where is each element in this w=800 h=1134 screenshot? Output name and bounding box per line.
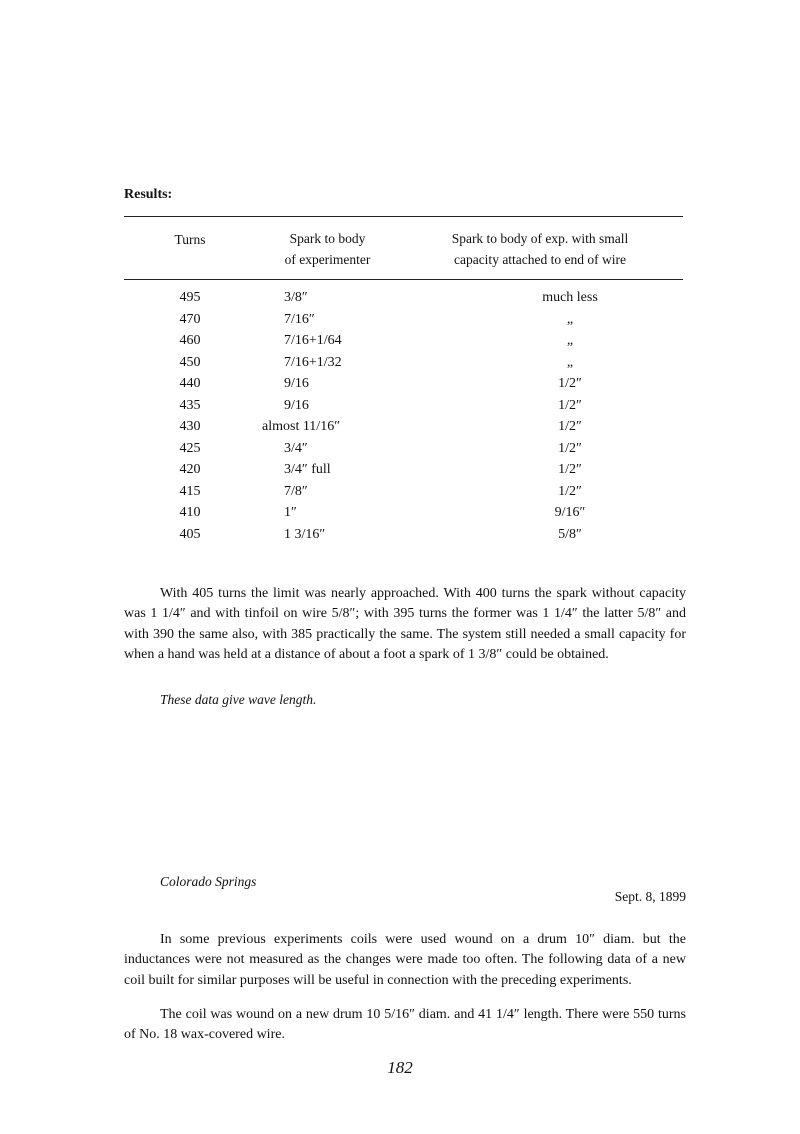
table-row <box>0 376 800 398</box>
header-spark-line2: of experimenter <box>284 252 371 267</box>
table-row <box>0 290 800 312</box>
capacity-cell: 9/16″ <box>554 505 586 520</box>
table-row <box>0 355 800 377</box>
capacity-cell: „ <box>566 333 574 348</box>
turns-cell: 405 <box>179 526 201 542</box>
header-cap-line1: Spark to body of exp. with small <box>451 231 629 246</box>
capacity-cell: „ <box>566 354 574 370</box>
turns-cell: 435 <box>179 397 201 413</box>
spark-cell: 1 3/16″ <box>284 526 326 542</box>
table-body <box>0 290 800 548</box>
table-row <box>0 527 800 549</box>
spark-cell: 3/4″ full <box>284 462 331 477</box>
wave-length-note: These data give wave length. <box>160 692 317 707</box>
spark-cell: 3/4″ <box>284 440 308 456</box>
table-row <box>0 312 800 334</box>
spark-cell: 3/8″ <box>284 290 308 305</box>
paragraph-new-drum: The coil was wound on a new drum 10 5/16″ diam. and 41 1/4″ length. There were 550 turns of No. 18 wax-covered wire. <box>124 1007 686 1043</box>
table-row <box>0 462 800 484</box>
spark-cell: 7/16″ <box>284 311 315 327</box>
turns-cell: 425 <box>179 440 201 456</box>
page-number: 182 <box>387 1058 413 1077</box>
header-spark-with-capacity <box>410 228 670 270</box>
turns-cell: 440 <box>179 376 201 391</box>
turns-cell: 420 <box>179 462 201 477</box>
turns-cell: 495 <box>179 290 201 305</box>
turns-cell: 470 <box>179 311 201 327</box>
paragraph-limit-approached: With 405 turns the limit was nearly approached. With 400 turns the spark without capacity was 1 1/4″ and with tinfoil on wire 5/8″; with 395 turns the former was 1 1/4″ the latter 5/8″ and with 390 the same also, with 385 practically the same. The system still needed a small capacity for when a hand was held at a distance of about a foot a spark of 1 3/8″ could be obtained. <box>124 586 686 663</box>
table-row <box>0 441 800 463</box>
turns-cell: 460 <box>179 333 201 348</box>
table-top-rule <box>124 216 683 217</box>
turns-cell: 410 <box>179 505 201 520</box>
capacity-cell: 1/2″ <box>558 483 582 499</box>
paragraph-previous-experiments: In some previous experiments coils were used wound on a drum 10″ diam. but the inductances were not measured as the changes were made too often. The following data of a new coil built for similar purposes will be useful in connection with the preceding experiments. <box>124 932 686 988</box>
header-spark-to-body <box>255 228 400 270</box>
spark-cell: 1″ <box>284 505 297 520</box>
table-header-rule <box>124 279 683 280</box>
table-row <box>0 505 800 527</box>
date-heading: Sept. 8, 1899 <box>614 889 686 904</box>
results-label: Results: <box>124 187 173 202</box>
turns-cell: 415 <box>179 483 201 499</box>
table-row <box>0 484 800 506</box>
capacity-cell: „ <box>566 311 574 327</box>
spark-cell: 7/8″ <box>284 483 308 499</box>
turns-cell: 450 <box>179 354 201 370</box>
spark-cell: 7/16+1/64 <box>284 333 342 348</box>
spark-cell: 9/16 <box>284 376 309 391</box>
header-turns: Turns <box>174 232 206 247</box>
capacity-cell: 1/2″ <box>558 440 582 456</box>
capacity-cell: 1/2″ <box>558 376 582 391</box>
capacity-cell: 1/2″ <box>558 397 582 413</box>
spark-cell: 9/16 <box>284 397 309 413</box>
header-cap-line2: capacity attached to end of wire <box>453 252 627 267</box>
place-heading: Colorado Springs <box>160 874 257 889</box>
capacity-cell: much less <box>542 290 598 305</box>
turns-cell: 430 <box>179 419 201 434</box>
spark-cell: almost 11/16″ <box>262 419 341 434</box>
table-row <box>0 333 800 355</box>
table-row <box>0 419 800 441</box>
capacity-cell: 5/8″ <box>558 526 582 542</box>
spark-cell: 7/16+1/32 <box>284 354 342 370</box>
capacity-cell: 1/2″ <box>558 462 582 477</box>
header-spark-line1: Spark to body <box>289 231 366 246</box>
table-row <box>0 398 800 420</box>
capacity-cell: 1/2″ <box>558 419 582 434</box>
